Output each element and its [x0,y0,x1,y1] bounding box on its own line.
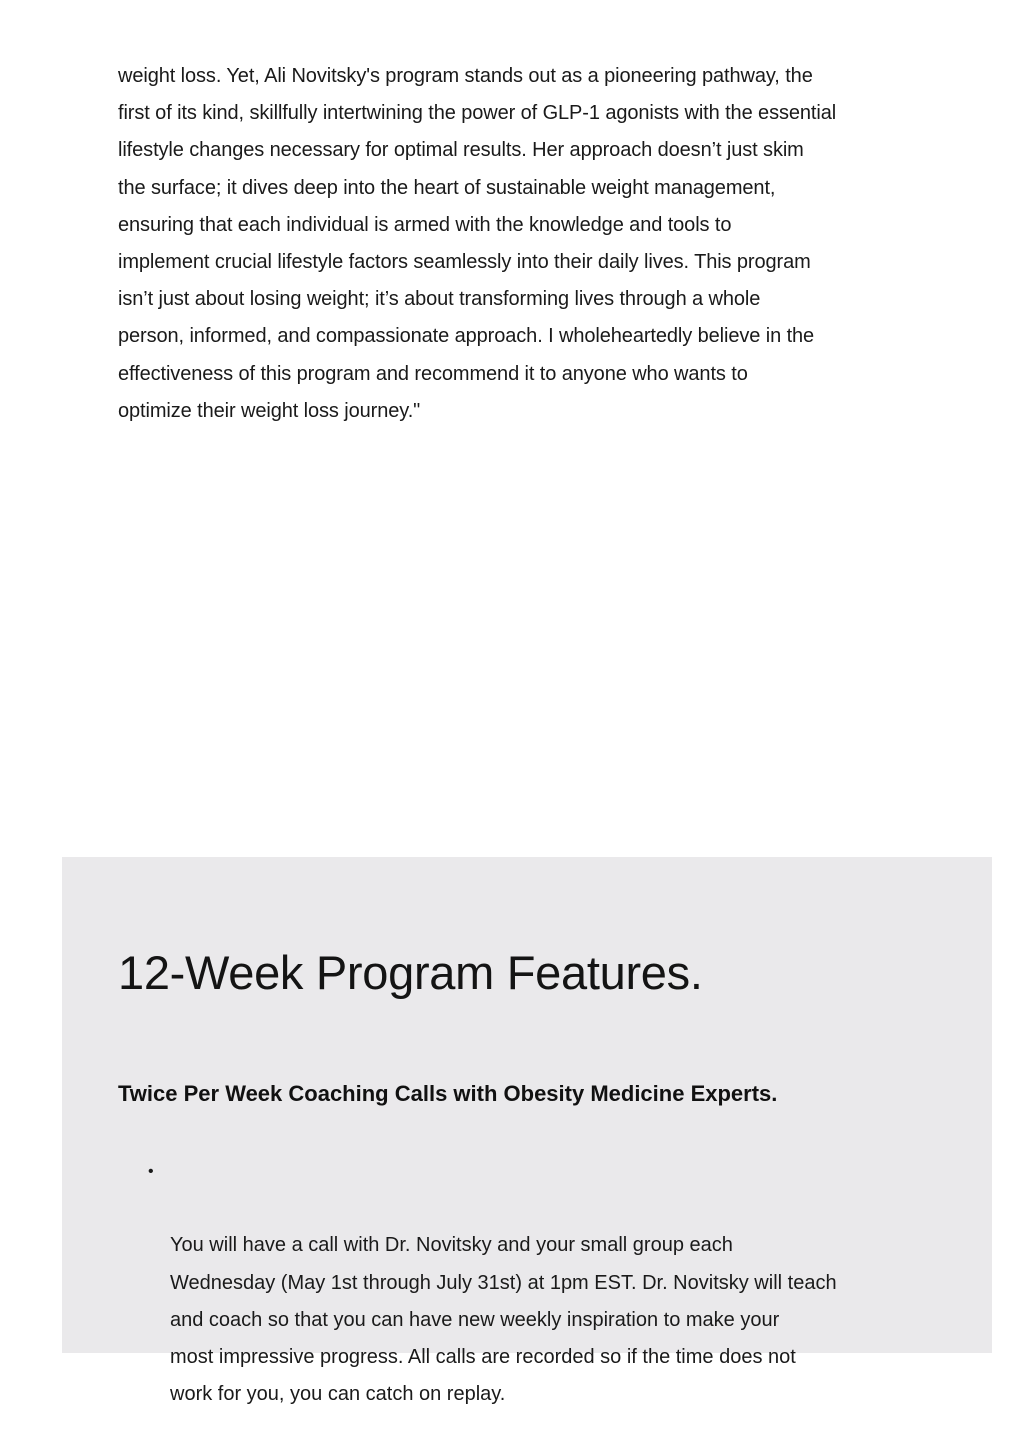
list-item-text: You will have a call with Dr. Novitsky and your small group each Wednesday (May 1st through July 31st) at 1pm EST. Dr. Novitsky will teach and coach so that you can have new weekly inspiration to make your most impressive progress. All calls are recorded so if the time does not work for you, you can catch on replay. [170,1234,837,1406]
program-features-section [62,857,992,1406]
feature-list [148,1153,908,1413]
testimonial-text: weight loss. Yet, Ali Novitsky's program stands out as a pioneering pathway, the first of its kind, skillfully intertwining the power of GLP-1 agonists with the essential lifestyle changes necessary for optimal results. Her approach doesn’t just skim the surface; it dives deep into the heart of sustainable weight management, ensuring that each individual is armed with the knowledge and tools to implement crucial lifestyle factors seamlessly into their daily lives. This program isn’t just about losing weight; it’s about transforming lives through a whole person, informed, and compassionate approach. I wholeheartedly believe in the effectiveness of this program and recommend it to anyone who wants to optimize their weight loss journey." [118,65,837,422]
bullet-icon: • [148,1163,154,1180]
section-title: 12-Week Program Features. [118,946,703,999]
feature-heading: Twice Per Week Coaching Calls with Obesity Medicine Experts. [118,1081,778,1106]
list-item [148,1153,908,1413]
